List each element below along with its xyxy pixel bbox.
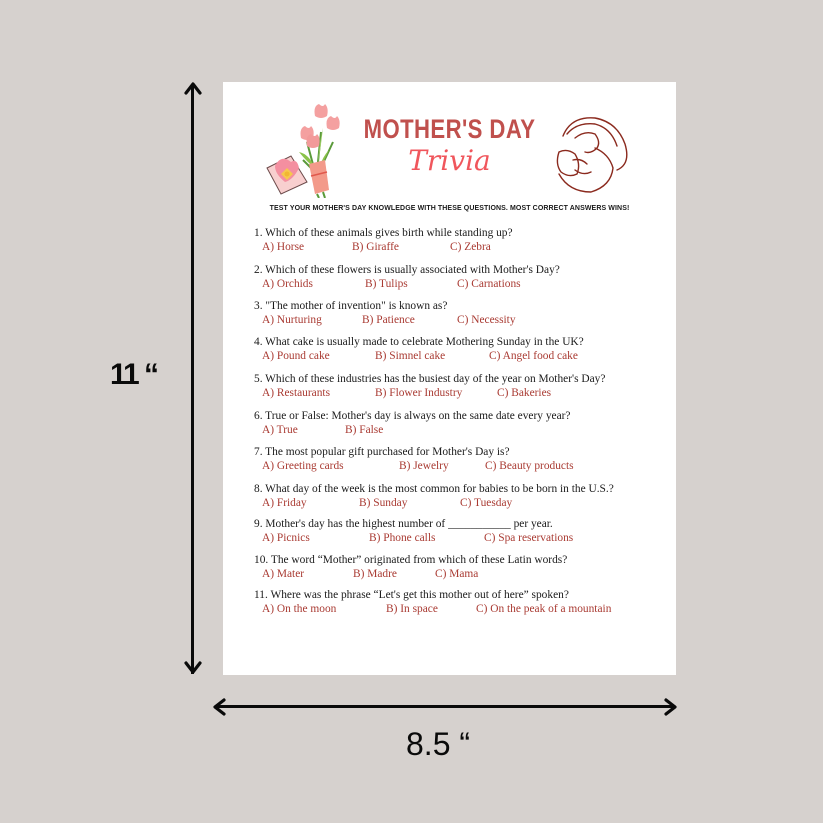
option-a: A) Picnics bbox=[262, 532, 310, 544]
option-a: A) Greeting cards bbox=[262, 460, 344, 472]
option-c: C) Necessity bbox=[457, 314, 516, 326]
question-text: 2. Which of these flowers is usually associated with Mother's Day? bbox=[254, 264, 560, 276]
instructions-text: TEST YOUR MOTHER'S DAY KNOWLEDGE WITH THESE QUESTIONS. MOST CORRECT ANSWERS WINS! bbox=[269, 205, 630, 212]
option-c: C) On the peak of a mountain bbox=[476, 603, 612, 615]
question-item bbox=[254, 300, 664, 330]
arrow-right-icon bbox=[663, 697, 679, 717]
option-a: A) Pound cake bbox=[262, 350, 330, 362]
height-label: 11 “ bbox=[110, 358, 158, 391]
question-item bbox=[254, 264, 664, 294]
question-item bbox=[254, 227, 664, 257]
question-text: 11. Where was the phrase “Let's get this mother out of here” spoken? bbox=[254, 589, 569, 601]
question-text: 3. "The mother of invention" is known as? bbox=[254, 300, 448, 312]
question-text: 7. The most popular gift purchased for Mother's Day is? bbox=[254, 446, 510, 458]
option-a: A) True bbox=[262, 424, 298, 436]
mother-and-baby-icon bbox=[551, 112, 631, 196]
option-c: C) Spa reservations bbox=[484, 532, 574, 544]
question-text: 9. Mother's day has the highest number of ___________ per year. bbox=[254, 518, 553, 530]
question-text: 10. The word “Mother” originated from which of these Latin words? bbox=[254, 554, 568, 566]
question-item bbox=[254, 554, 664, 584]
option-b: B) Giraffe bbox=[352, 241, 399, 253]
question-item bbox=[254, 410, 664, 440]
option-a: A) On the moon bbox=[262, 603, 337, 615]
question-text: 5. Which of these industries has the busiest day of the year on Mother's Day? bbox=[254, 373, 606, 385]
arrow-up-icon bbox=[183, 80, 203, 96]
option-c: C) Bakeries bbox=[497, 387, 552, 399]
question-item bbox=[254, 589, 664, 619]
option-b: B) Simnel cake bbox=[375, 350, 446, 362]
option-c: C) Carnations bbox=[457, 278, 521, 290]
option-b: B) Madre bbox=[353, 568, 397, 580]
option-c: C) Angel food cake bbox=[489, 350, 578, 362]
trivia-page bbox=[223, 82, 676, 675]
option-a: A) Friday bbox=[262, 497, 307, 509]
question-item bbox=[254, 446, 664, 476]
option-b: B) In space bbox=[386, 603, 438, 615]
option-b: B) False bbox=[345, 424, 384, 436]
option-a: A) Horse bbox=[262, 241, 305, 253]
option-c: C) Tuesday bbox=[460, 497, 513, 509]
question-item bbox=[254, 336, 664, 366]
question-text: 4. What cake is usually made to celebrate Mothering Sunday in the UK? bbox=[254, 336, 584, 348]
option-a: A) Mater bbox=[262, 568, 305, 580]
question-text: 6. True or False: Mother's day is always on the same date every year? bbox=[254, 410, 571, 422]
option-b: B) Tulips bbox=[365, 278, 408, 290]
question-text: 1. Which of these animals gives birth while standing up? bbox=[254, 227, 513, 239]
arrow-down-icon bbox=[183, 660, 203, 676]
question-item bbox=[254, 373, 664, 403]
option-c: C) Mama bbox=[435, 568, 479, 580]
page-script-subtitle: Trivia bbox=[408, 144, 491, 177]
arrow-left-icon bbox=[211, 697, 227, 717]
option-b: B) Jewelry bbox=[399, 460, 449, 472]
height-dimension-line bbox=[191, 84, 194, 674]
option-c: C) Zebra bbox=[450, 241, 491, 253]
page-title: MOTHER'S DAY bbox=[363, 114, 536, 144]
option-a: A) Orchids bbox=[262, 278, 313, 290]
question-item bbox=[254, 483, 664, 513]
width-dimension-line bbox=[215, 705, 675, 708]
width-label: 8.5 “ bbox=[406, 726, 471, 762]
option-b: B) Sunday bbox=[359, 497, 408, 509]
option-b: B) Phone calls bbox=[369, 532, 436, 544]
option-a: A) Nurturing bbox=[262, 314, 322, 326]
question-text: 8. What day of the week is the most common for babies to be born in the U.S.? bbox=[254, 483, 614, 495]
option-a: A) Restaurants bbox=[262, 387, 331, 399]
option-b: B) Patience bbox=[362, 314, 415, 326]
option-c: C) Beauty products bbox=[485, 460, 574, 472]
option-b: B) Flower Industry bbox=[375, 387, 463, 399]
question-item bbox=[254, 518, 664, 548]
